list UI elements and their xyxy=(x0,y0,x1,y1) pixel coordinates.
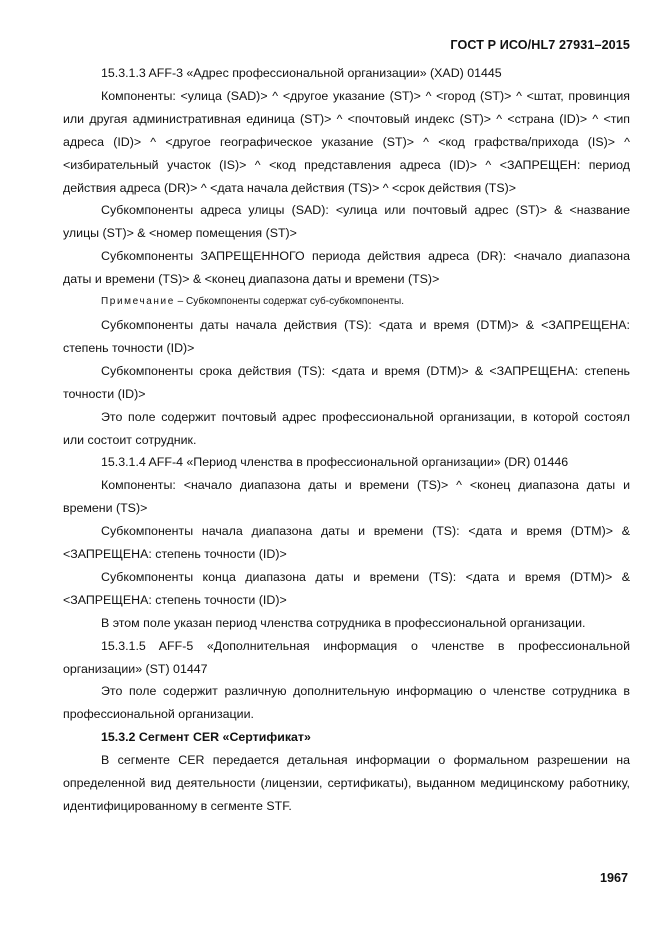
paragraph-aff3-components: Компоненты: <улица (SAD)> ^ <другое указание (ST)> ^ <город (ST)> ^ <штат, провинция или другая административная единица (ST)> ^ <почтовый индекс (ST)> ^ <страна (ID)> ^ <тип адреса (ID)> ^ <другое географическое указание (ST)> ^ <код графства/прихода (IS)> ^ <избирательный участок (IS)> ^ <код представления адреса (ID)> ^ <ЗАПРЕЩЕН: период действия адреса (DR)> ^ <дата начала действия (TS)> ^ <срок действия (TS)> xyxy=(63,88,630,195)
section-title-aff4: 15.3.1.4 AFF-4 «Период членства в профессиональной организации» (DR) 01446 xyxy=(101,455,569,470)
note-label: Примечание xyxy=(101,296,175,308)
paragraph-aff4-description: В этом поле указан период членства сотрудника в профессиональной организации. xyxy=(101,615,586,630)
note xyxy=(63,291,630,314)
document-code-header: ГОСТ Р ИСО/HL7 27931–2015 xyxy=(450,38,630,52)
section-heading-cer: 15.3.2 Сегмент CER «Сертификат» xyxy=(101,730,311,745)
page-number: 1967 xyxy=(599,871,628,885)
paragraph-expiry-subcomponents: Субкомпоненты срока действия (TS): <дата и время (DTM)> & <ЗАПРЕЩЕНА: степень точности (ID)> xyxy=(63,363,630,401)
section-title-aff3: 15.3.1.3 AFF-3 «Адрес профессиональной организации» (XAD) 01445 xyxy=(101,66,502,80)
paragraph-sad-subcomponents: Субкомпоненты адреса улицы (SAD): <улица или почтовый адрес (ST)> & <название улицы (ST)> & <номер помещения (ST)> xyxy=(63,203,630,241)
paragraph-dr-subcomponents: Субкомпоненты ЗАПРЕЩЕННОГО периода действия адреса (DR): <начало диапазона даты и времени (TS)> & <конец диапазона даты и времени (TS)> xyxy=(63,249,630,287)
document-body xyxy=(63,62,630,818)
note-text: – Субкомпоненты содержат суб-субкомпоненты. xyxy=(174,296,404,308)
paragraph-range-end-subcomponents: Субкомпоненты конца диапазона даты и времени (TS): <дата и время (DTM)> & <ЗАПРЕЩЕНА: степень точности (ID)> xyxy=(63,569,630,607)
paragraph-aff3-description: Это поле содержит почтовый адрес профессиональной организации, в которой состоял или состоит сотрудник. xyxy=(63,409,630,447)
paragraph-cer-description: В сегменте CER передается детальная информации о формальном разрешении на определенной вид деятельности (лицензии, сертификаты), выданном медицинскому работнику, идентифицированному в сегменте STF. xyxy=(63,753,630,813)
paragraph-start-date-subcomponents: Субкомпоненты даты начала действия (TS): <дата и время (DTM)> & <ЗАПРЕЩЕНА: степень точности (ID)> xyxy=(63,317,630,355)
paragraph-range-start-subcomponents: Субкомпоненты начала диапазона даты и времени (TS): <дата и время (DTM)> & <ЗАПРЕЩЕНА: степень точности (ID)> xyxy=(63,524,630,562)
paragraph-aff4-components: Компоненты: <начало диапазона даты и времени (TS)> ^ <конец диапазона даты и времени (TS)> xyxy=(63,478,630,516)
section-title-aff5: 15.3.1.5 AFF-5 «Дополнительная информация о членстве в профессиональной организации» (ST) 01447 xyxy=(63,638,630,676)
paragraph-aff5-description: Это поле содержит различную дополнительную информацию о членстве сотрудника в профессиональной организации. xyxy=(63,684,630,722)
